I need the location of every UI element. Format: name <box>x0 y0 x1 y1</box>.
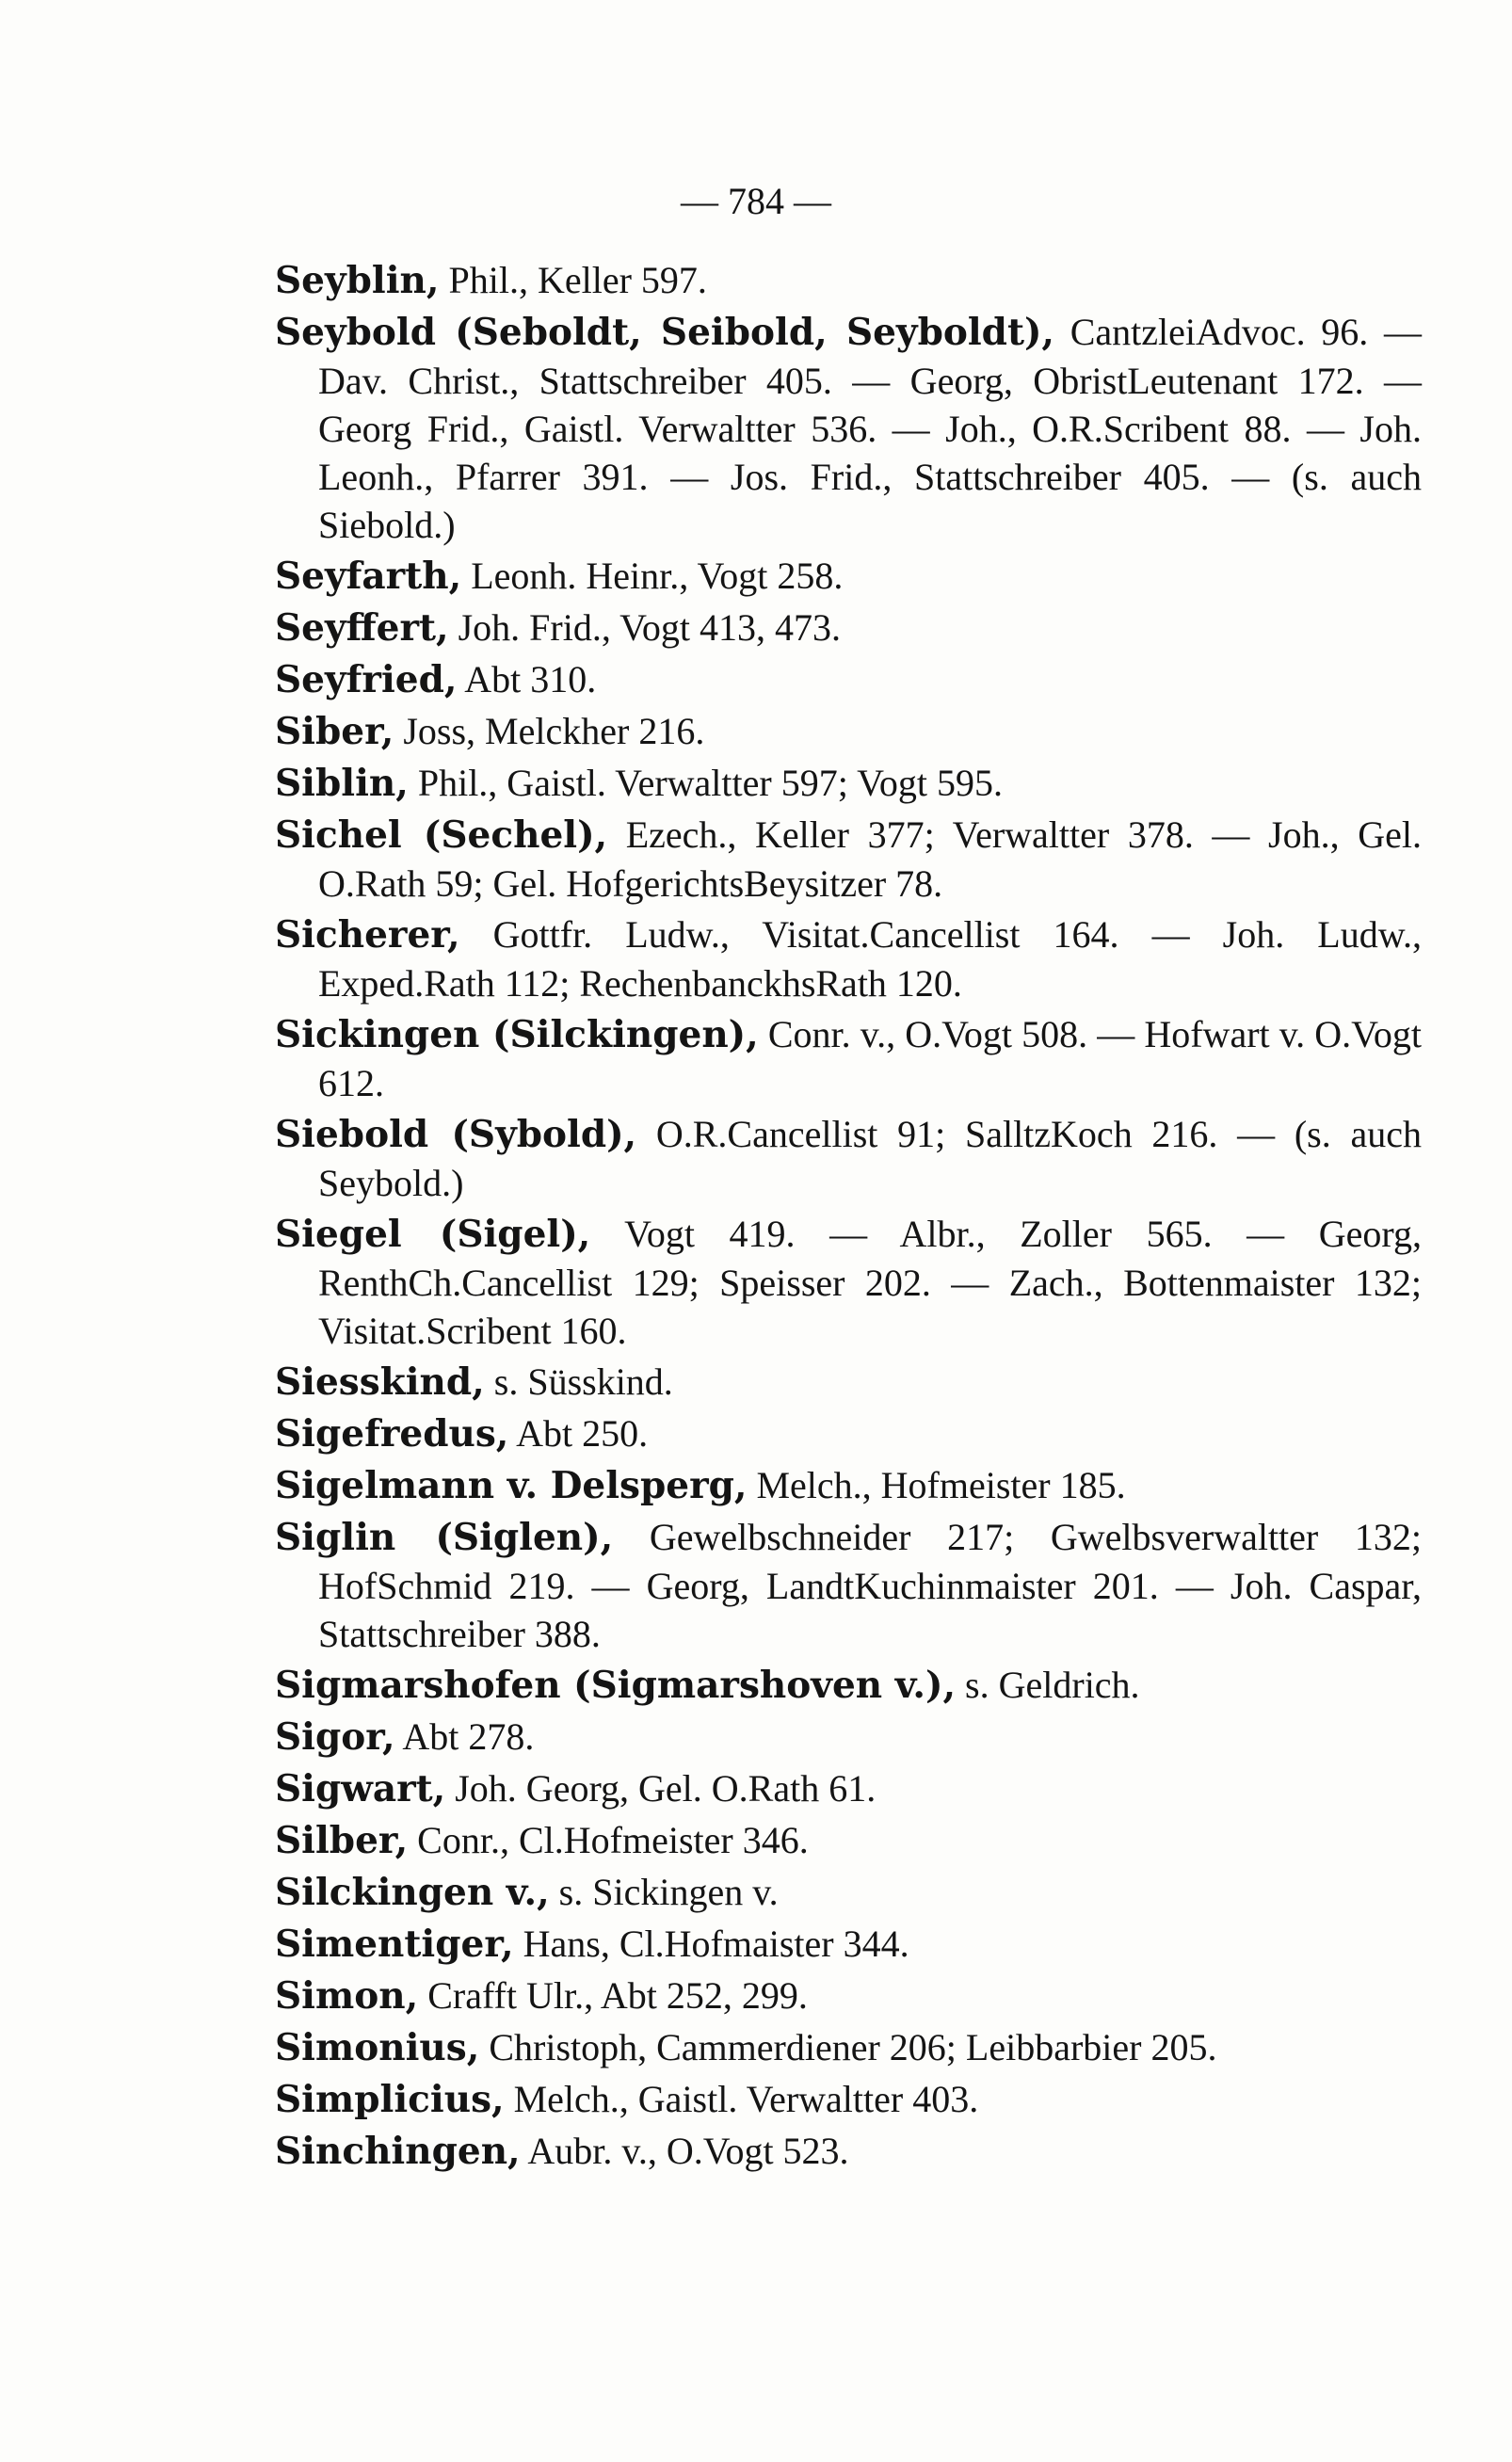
entry-text: Phil., Gaistl. Verwaltter 597; Vogt 595. <box>408 762 1003 804</box>
entry-text: Gewelbschneider 217; Gwelbsverwaltter 132; HofSchmid 219. — Georg, LandtKuchinmaister 201. — Joh. Caspar, Stattschreiber 388. <box>318 1516 1423 1655</box>
index-entry <box>275 655 1422 704</box>
entry-text: Joss, Melckher 216. <box>394 710 705 752</box>
entry-text: CantzleiAdvoc. 96. — Dav. Christ., Stattschreiber 405. — Georg, ObristLeutenant 172. — Georg Frid., Gaistl. Verwaltter 536. — Joh., O.R.Scribent 88. — Joh. Leonh., Pfarrer 391. — Jos. Frid., Stattschreiber 405. — (s. auch Siebold.) <box>318 311 1422 546</box>
index-entry <box>275 308 1422 549</box>
entry-headword: Sicherer, <box>275 913 460 957</box>
entry-headword: Sinchingen, <box>275 2130 521 2173</box>
entry-headword: Sigmarshofen (Sigmarshoven v.), <box>275 1664 957 1707</box>
entry-text: Conr. v., O.Vogt 508. — Hofwart v. O.Vogt 612. <box>318 1013 1423 1104</box>
index-entry <box>275 759 1422 808</box>
index-entry <box>275 1816 1422 1865</box>
entry-headword: Simplicius, <box>275 2078 505 2121</box>
index-entry <box>275 1661 1422 1710</box>
entry-headword: Simentiger, <box>275 1923 514 1966</box>
page-number: — 784 — <box>681 180 831 222</box>
index-entry <box>275 1713 1422 1762</box>
index-entry <box>275 910 1422 1007</box>
entry-headword: Sigelmann v. Delsperg, <box>275 1464 748 1507</box>
entry-text: Abt 310. <box>457 658 597 700</box>
entry-text: Joh. Frid., Vogt 413, 473. <box>448 606 841 649</box>
index-entry <box>275 1764 1422 1813</box>
entry-headword: Sigwart, <box>275 1767 446 1810</box>
entry-headword: Sickingen (Silckingen), <box>275 1013 759 1056</box>
entry-text: s. Süsskind. <box>484 1360 673 1403</box>
entry-text: Abt 250. <box>508 1412 649 1455</box>
entry-text: Leonh. Heinr., Vogt 258. <box>461 555 844 597</box>
entry-text: Gottfr. Ludw., Visitat.Cancellist 164. — Joh. Ludw., Exped.Rath 112; RechenbanckhsRath 120. <box>318 913 1422 1005</box>
entry-text: Christoph, Cammerdiener 206; Leibbarbier 205. <box>479 2026 1217 2068</box>
entry-headword: Seyfried, <box>275 658 458 701</box>
entry-headword: Silber, <box>275 1819 409 1862</box>
entry-headword: Simon, <box>275 1974 419 2018</box>
entry-text: Melch., Gaistl. Verwaltter 403. <box>504 2078 979 2120</box>
entry-text: Phil., Keller 597. <box>439 259 707 301</box>
entry-headword: Sigor, <box>275 1715 395 1759</box>
entry-headword: Seyffert, <box>275 606 449 650</box>
entry-text: Ezech., Keller 377; Verwaltter 378. — Joh., Gel. O.Rath 59; Gel. HofgerichtsBeysitzer 78. <box>318 813 1422 905</box>
entry-text: s. Sickingen v. <box>549 1871 779 1913</box>
index-entry <box>275 1461 1422 1510</box>
entry-headword: Siebold (Sybold), <box>275 1113 637 1156</box>
entry-headword: Siesskind, <box>275 1360 485 1404</box>
entry-text: Melch., Hofmeister 185. <box>747 1464 1126 1506</box>
entry-text: Abt 278. <box>394 1715 535 1758</box>
entry-headword: Siber, <box>275 710 394 753</box>
entry-text: Conr., Cl.Hofmeister 346. <box>408 1819 809 1861</box>
index-entry <box>275 256 1422 305</box>
index-entry <box>275 1920 1422 1969</box>
entry-headword: Seyblin, <box>275 259 440 302</box>
entry-headword: Silckingen v., <box>275 1871 550 1914</box>
entry-headword: Seyfarth, <box>275 555 462 598</box>
entry-text: Hans, Cl.Hofmaister 344. <box>513 1923 909 1965</box>
index-entry <box>275 811 1422 908</box>
entry-text: Joh. Georg, Gel. O.Rath 61. <box>445 1767 877 1810</box>
index-entry <box>275 1868 1422 1917</box>
entry-text: s. Geldrich. <box>956 1664 1140 1706</box>
entry-headword: Seybold (Seboldt, Seibold, Seyboldt), <box>275 311 1054 354</box>
index-entry <box>275 1010 1422 1107</box>
index-entries <box>275 256 1422 2179</box>
index-entry <box>275 2075 1422 2124</box>
entry-headword: Siegel (Sigel), <box>275 1213 591 1256</box>
index-entry <box>275 603 1422 652</box>
index-entry <box>275 2127 1422 2176</box>
entry-text: Crafft Ulr., Abt 252, 299. <box>418 1974 808 2017</box>
index-entry <box>275 2023 1422 2072</box>
entry-text: Vogt 419. — Albr., Zoller 565. — Georg, RenthCh.Cancellist 129; Speisser 202. — Zach., Bottenmaister 132; Visitat.Scribent 160. <box>318 1213 1422 1352</box>
index-entry <box>275 1210 1422 1355</box>
index-entry <box>275 552 1422 601</box>
index-entry <box>275 1513 1422 1658</box>
entry-headword: Sigefredus, <box>275 1412 509 1456</box>
index-entry <box>275 707 1422 756</box>
index-entry <box>275 1110 1422 1207</box>
entry-headword: Simonius, <box>275 2026 480 2069</box>
index-entry <box>275 1971 1422 2020</box>
entry-text: Aubr. v., O.Vogt 523. <box>520 2130 849 2172</box>
index-entry <box>275 1409 1422 1458</box>
entry-headword: Siblin, <box>275 762 409 805</box>
entry-headword: Siglin (Siglen), <box>275 1516 614 1559</box>
entry-text: O.R.Cancellist 91; SalltzKoch 216. — (s. auch Seybold.) <box>318 1113 1422 1204</box>
entry-headword: Sichel (Sechel), <box>275 813 608 857</box>
index-entry <box>275 1358 1422 1407</box>
